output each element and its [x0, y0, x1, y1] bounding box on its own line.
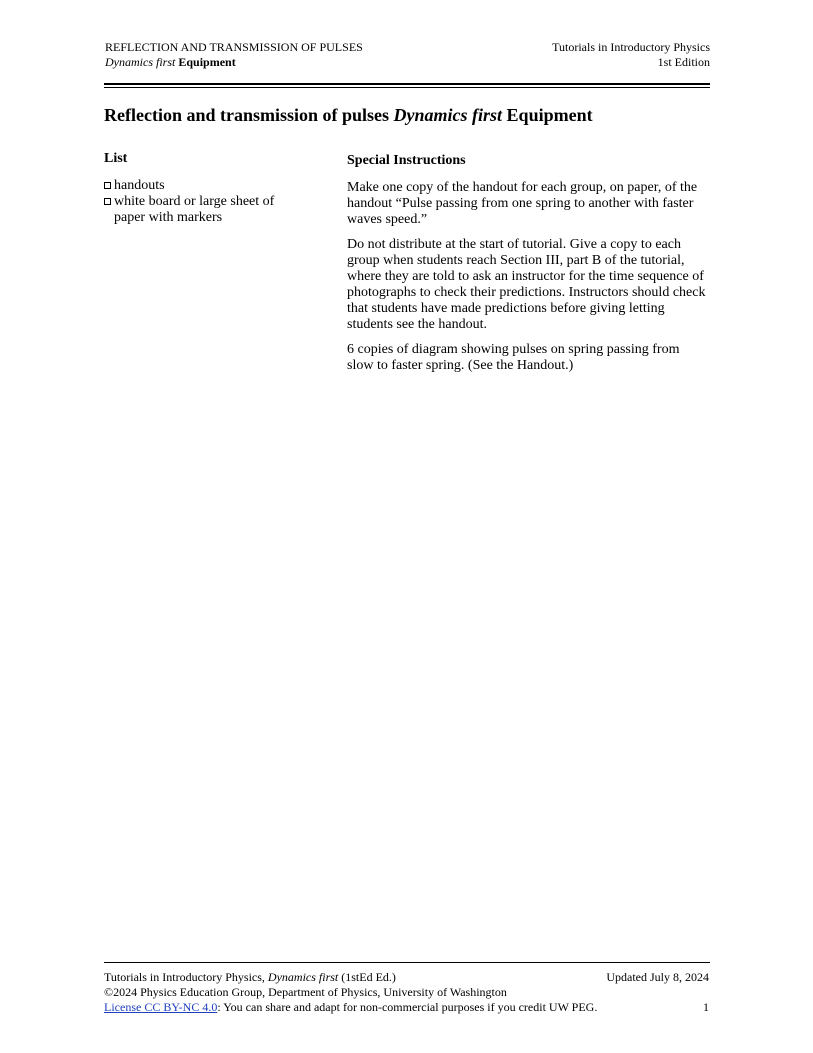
- equipment-list: [104, 178, 304, 226]
- footer-citation-italic: Dynamics first: [267, 970, 339, 984]
- list-item-label: handouts: [114, 178, 165, 193]
- title-part2: Equipment: [502, 105, 593, 125]
- equipment-list-column: [104, 151, 304, 226]
- header-subtitle-bold: Equipment: [178, 55, 236, 69]
- instruction-paragraph: Do not distribute at the start of tutorial. Give a copy to each group when students reach Section III, part B of the tutorial, where they are told to ask an instructor for the time sequence of photographs to check their predictions. Instructors should check that students have made predictions before giving letting students see the handout.: [347, 237, 706, 332]
- page-number: 1: [703, 1000, 709, 1014]
- footer-citation-prefix: Tutorials in Introductory Physics,: [104, 970, 268, 984]
- footer-license: [104, 1000, 597, 1015]
- list-heading: List: [104, 151, 128, 166]
- list-item: [104, 178, 304, 194]
- checkbox-icon: [104, 198, 111, 205]
- header-book-title: Tutorials in Introductory Physics: [552, 40, 710, 54]
- footer-citation-suffix: (1stEd Ed.): [338, 970, 396, 984]
- header-divider: [104, 83, 710, 88]
- instruction-paragraph: 6 copies of diagram showing pulses on spring passing from slow to faster spring. (See the Handout.): [347, 342, 680, 373]
- footer-updated-date: Updated July 8, 2024: [606, 970, 709, 984]
- special-instructions-column: [347, 153, 709, 383]
- page-title: [104, 105, 593, 126]
- page-footer: [104, 970, 709, 1015]
- header-subtitle: [105, 55, 236, 70]
- checkbox-icon: [104, 182, 111, 189]
- page-header: [105, 40, 710, 70]
- header-section-title: REFLECTION AND TRANSMISSION OF PULSES: [105, 40, 363, 54]
- header-subtitle-italic: Dynamics first: [105, 55, 176, 69]
- license-link[interactable]: License CC BY-NC 4.0: [104, 1000, 218, 1014]
- footer-divider: [104, 962, 710, 963]
- instructions-heading: Special Instructions: [347, 153, 466, 168]
- license-text: : You can share and adapt for non-commercial purposes if you credit UW PEG.: [217, 1000, 598, 1014]
- header-edition: 1st Edition: [657, 55, 710, 69]
- list-item-label: white board or large sheet of paper with markers: [114, 194, 275, 225]
- footer-copyright: ©2024 Physics Education Group, Department of Physics, University of Washington: [104, 985, 507, 999]
- title-part1: Reflection and transmission of pulses: [104, 105, 394, 125]
- footer-citation: [104, 970, 396, 985]
- instruction-paragraph: Make one copy of the handout for each group, on paper, of the handout “Pulse passing from one spring to another with faster waves speed.”: [347, 180, 698, 227]
- title-italic: Dynamics first: [393, 105, 503, 125]
- list-item: [104, 194, 304, 226]
